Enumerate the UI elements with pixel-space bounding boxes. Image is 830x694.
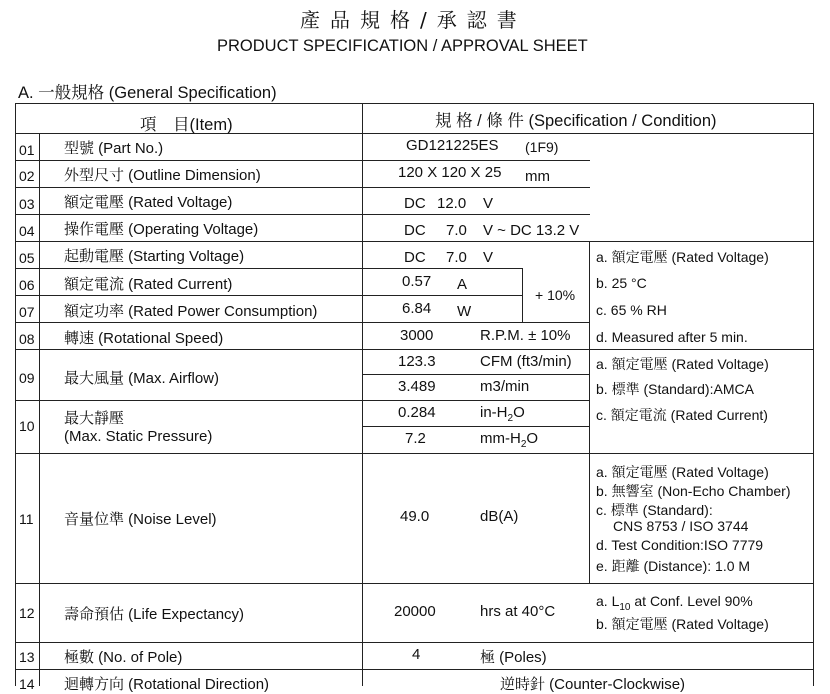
item-life-expectancy: 壽命預估 (Life Expectancy) <box>64 606 245 623</box>
tolerance-value: + 10% <box>535 287 576 303</box>
noise-level-value: 49.0 <box>400 508 430 525</box>
item-noise-level: 音量位準 (Noise Level) <box>64 511 217 528</box>
airflow-m3-unit: m3/min <box>480 378 530 395</box>
item-operating-voltage: 操作電壓 (Operating Voltage) <box>64 221 259 238</box>
life-expectancy-unit: hrs at 40°C <box>480 603 556 620</box>
item-outline-dimension: 外型尺寸 (Outline Dimension) <box>64 167 261 184</box>
section-title: A. 一般規格 (General Specification) <box>18 84 277 102</box>
item-rotational-direction: 迴轉方向 (Rotational Direction) <box>64 676 270 693</box>
airflow-m3-value: 3.489 <box>398 378 436 395</box>
rated-current-unit: A <box>457 276 468 293</box>
rated-current-value: 0.57 <box>402 273 432 290</box>
condition-a-line: b. 25 °C <box>596 275 647 291</box>
row-number: 04 <box>19 223 35 239</box>
part-code: (1F9) <box>525 139 559 155</box>
rotational-speed-unit: R.P.M. ± 10% <box>480 327 571 344</box>
condition-c-line: c. 標準 (Standard): <box>596 502 713 518</box>
voltage-prefix: DC <box>404 249 426 266</box>
dimension-unit: mm <box>525 168 550 185</box>
item-max-static-pressure-en: (Max. Static Pressure) <box>64 428 213 445</box>
row-number: 08 <box>19 331 35 347</box>
row-number: 05 <box>19 250 35 266</box>
static-pressure-inh2o-value: 0.284 <box>398 404 436 421</box>
static-pressure-mmh2o-value: 7.2 <box>405 430 426 447</box>
operating-voltage-range: V ~ DC 13.2 V <box>483 222 580 239</box>
item-pole-count: 極數 (No. of Pole) <box>64 649 183 666</box>
row-number: 02 <box>19 168 35 184</box>
row-number: 12 <box>19 605 35 621</box>
row-number: 06 <box>19 277 35 293</box>
item-starting-voltage: 起動電壓 (Starting Voltage) <box>64 248 245 265</box>
item-rated-power: 額定功率 (Rated Power Consumption) <box>64 303 318 320</box>
condition-c-line: b. 無響室 (Non-Echo Chamber) <box>596 483 791 499</box>
condition-a-line: a. 額定電壓 (Rated Voltage) <box>596 249 769 265</box>
rated-voltage-value: 12.0 <box>437 195 467 212</box>
row-number: 11 <box>19 511 34 527</box>
row-number: 10 <box>19 418 35 434</box>
condition-c-line: d. Test Condition:ISO 7779 <box>596 537 764 553</box>
noise-level-unit: dB(A) <box>480 508 519 525</box>
row-number: 07 <box>19 304 35 320</box>
item-rated-voltage: 額定電壓 (Rated Voltage) <box>64 194 233 211</box>
static-pressure-inh2o-unit: $in-H_2O$ <box>480 404 525 424</box>
part-number-value: GD121225ES <box>406 137 499 154</box>
operating-voltage-min: 7.0 <box>446 222 467 239</box>
item-max-airflow: 最大風量 (Max. Airflow) <box>64 370 220 387</box>
pole-count-value: 4 <box>412 646 421 663</box>
condition-a-line: d. Measured after 5 min. <box>596 329 748 345</box>
item-rotational-speed: 轉速 (Rotational Speed) <box>64 330 224 347</box>
life-expectancy-value: 20000 <box>394 603 436 620</box>
rotational-speed-value: 3000 <box>400 327 434 344</box>
title-english: PRODUCT SPECIFICATION / APPROVAL SHEET <box>217 37 588 55</box>
voltage-prefix: DC <box>404 195 426 212</box>
row-number: 01 <box>19 142 35 158</box>
rotational-direction-value: 逆時針 (Counter-Clockwise) <box>500 676 686 693</box>
condition-b-line: b. 標準 (Standard):AMCA <box>596 381 754 397</box>
voltage-prefix: DC <box>404 222 426 239</box>
rated-power-value: 6.84 <box>402 300 432 317</box>
dimension-value: 120 X 120 X 25 <box>398 164 502 181</box>
starting-voltage-unit: V <box>483 249 494 266</box>
header-item: 項 目(Item) <box>140 116 233 134</box>
row-number: 09 <box>19 370 35 386</box>
item-part-no: 型號 (Part No.) <box>64 140 164 157</box>
airflow-cfm-unit: CFM (ft3/min) <box>480 353 572 370</box>
condition-b-line: c. 額定電流 (Rated Current) <box>596 407 768 423</box>
row-number: 14 <box>19 676 35 692</box>
item-rated-current: 額定電流 (Rated Current) <box>64 276 233 293</box>
row-number: 03 <box>19 196 35 212</box>
rated-voltage-unit: V <box>483 195 494 212</box>
condition-c-line: CNS 8753 / ISO 3744 <box>613 518 749 534</box>
condition-d-line: b. 額定電壓 (Rated Voltage) <box>596 616 769 632</box>
pole-count-unit: 極 (Poles) <box>480 649 547 666</box>
rated-power-unit: W <box>457 303 472 320</box>
title-chinese: 產品規格/承認書 <box>300 8 527 32</box>
static-pressure-mmh2o-unit: $mm-H_2O$ <box>480 430 539 450</box>
condition-a-line: c. 65 % RH <box>596 302 667 318</box>
row-number: 13 <box>19 649 35 665</box>
condition-c-line: e. 距離 (Distance): 1.0 M <box>596 558 751 574</box>
header-specification: 規 格 / 條 件 (Specification / Condition) <box>435 112 717 130</box>
item-max-static-pressure: 最大靜壓 <box>64 410 125 427</box>
condition-d-line: a. $L_{10}$ at Conf. Level 90% <box>596 593 753 613</box>
condition-c-line: a. 額定電壓 (Rated Voltage) <box>596 464 769 480</box>
airflow-cfm-value: 123.3 <box>398 353 436 370</box>
condition-b-line: a. 額定電壓 (Rated Voltage) <box>596 356 769 372</box>
starting-voltage-value: 7.0 <box>446 249 467 266</box>
